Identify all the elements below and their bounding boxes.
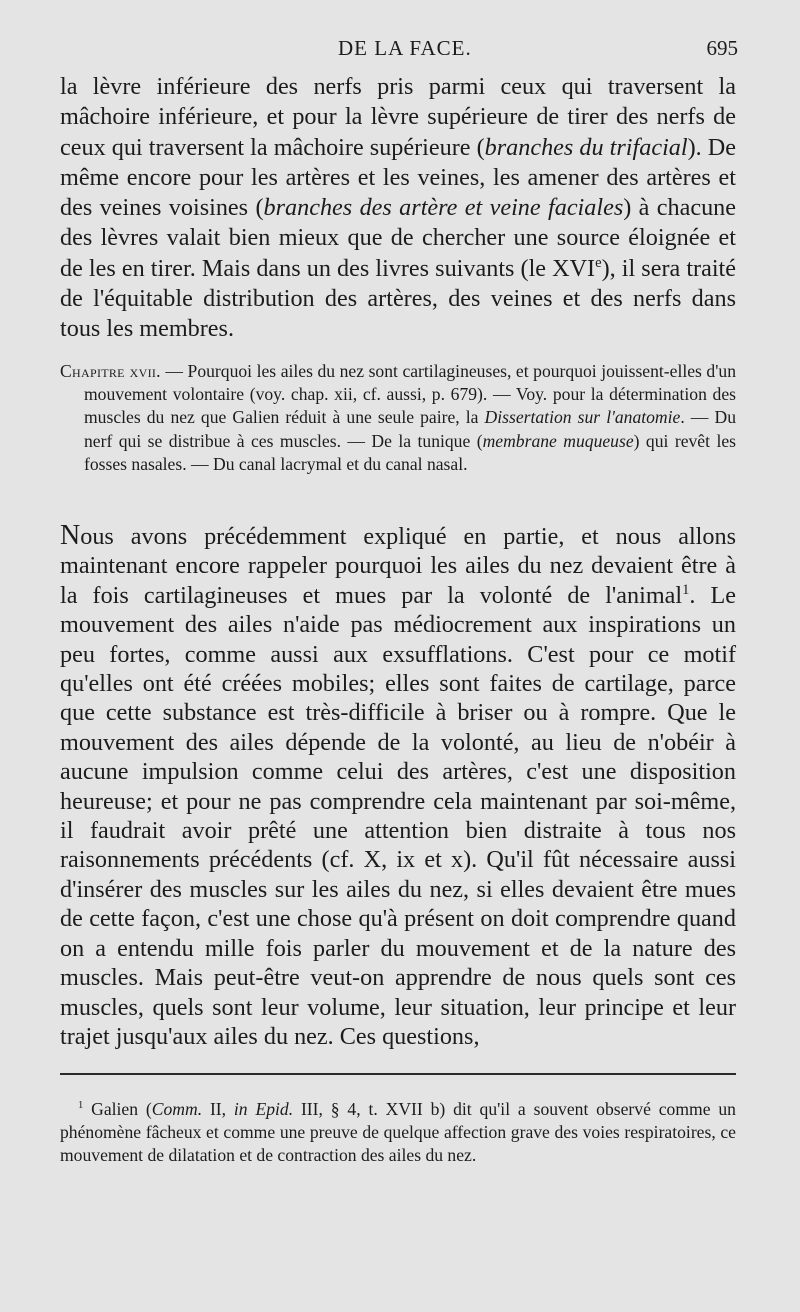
italic-term: membrane muqueuse	[482, 430, 634, 451]
italic-term: branches du trifacial	[484, 133, 688, 161]
footnote-mark: 1	[78, 1100, 84, 1112]
chapter-label: Chapitre xvii.	[60, 361, 161, 381]
italic-term: branches des artère et veine faciales	[263, 194, 624, 222]
page-number: 695	[706, 36, 738, 60]
paragraph-continued: la lèvre inférieure des nerfs pris parmi ceux qui traversent la mâchoire inférieure, et pour la lèvre supérieure de tirer des nerfs de ceux qui traversent la mâchoire supérieure (branches du trifacial). De même encore pour les artères et les veines, les amener des artères et des veines voisines (branches des artère et veine faciales) à chacune des lèvres valait bien mieux que de chercher une source éloignée et de les en tirer. Mais dans un des livres suivants (le XVIe), il sera traité de l'équitable distribution des artères, des veines et des nerfs dans tous les membres.	[60, 73, 737, 343]
footnote-reference: 1	[682, 581, 690, 598]
chapter-body-paragraph: Nous avons précédemment expliqué en partie, et nous allons maintenant encore rappeler pourquoi les ailes du nez devaient être à la fois cartilagineuses et mues par la volonté de l'animal$^1$. Le mouvement des ailes n'aide pas médiocrement aux inspirations un peu fortes, comme aussi aux exsufflations. C'est pour ce motif qu'elles ont été créées mobiles; elles sont faites de cartilage, parce que cette substance est très-difficile à briser ou à rompre. Que le mouvement des ailes dépende de la volonté, au lieu de n'obéir à aucune impulsion comme celui des artères, c'est une disposition heureuse; et pour ne pas comprendre cela maintenant par soi-même, il faudrait avoir prêté une attention bien distraite à tous nos raisonnements précédents (cf. X, ix et x). Qu'il fût nécessaire aussi d'insérer des muscles sur les ailes du nez, si elles devaient être mues de cette façon, c'est une chose qu'à présent on doit comprendre quand on a entendu mille fois parler du mouvement et de la nature des muscles. Mais peut-être veut-on apprendre de nous quels sont ces muscles, quels sont leur volume, leur situation, leur principe et leur trajet jusqu'aux ailes du nez. Ces questions,	[60, 520, 736, 1050]
chapter-summary: Chapitre xvii. — Pourquoi les ailes du nez sont cartilagineuses, et pourquoi jouissent-elles d'un mouvement volontaire (voy. chap. xii, cf. aussi, p. 679). — Voy. pour la détermination des muscles du nez que Galien réduit à une seule paire, la Dissertation sur l'anatomie. — Du nerf qui se distribue à ces muscles. — De la tunique (membrane muqueuse) qui revêt les fosses nasales. — Du canal lacrymal et du canal nasal.	[60, 361, 736, 474]
italic-title: Dissertation sur l'anatomie	[484, 407, 681, 428]
footnote: $^1$ Galien (Comm. II, in Epid. III, § 4, t. XVII b) dit qu'il a souvent observé comme un phénomène fâcheux et comme une preuve de quelque affection grave des voies respiratoires, ce mouvement de dilatation et de contraction des ailes du nez.	[60, 1099, 736, 1166]
running-title: DE LA FACE.	[338, 36, 472, 60]
superscript: e	[595, 254, 602, 271]
lead-letter: N	[60, 520, 81, 551]
page-header	[60, 36, 738, 66]
footnote-rule	[60, 1073, 736, 1075]
